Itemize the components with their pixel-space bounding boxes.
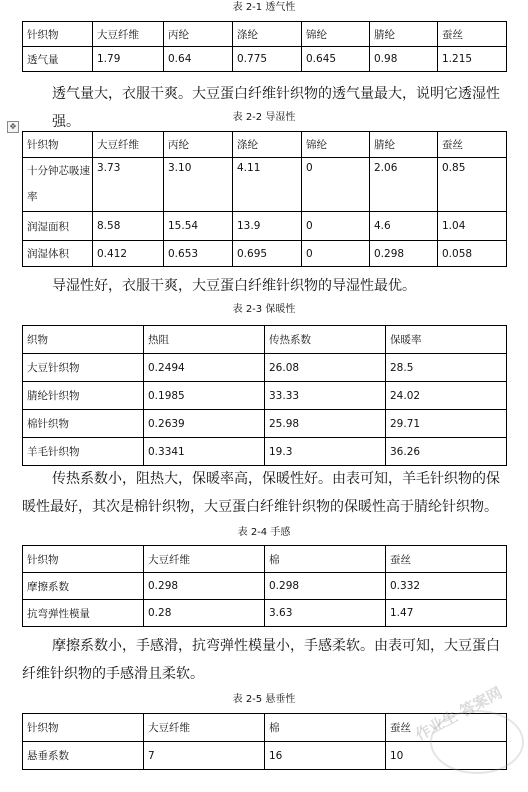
table-cell: 0.412: [93, 241, 164, 267]
table-cell: 0: [302, 241, 370, 267]
table-cell: 0.98: [370, 47, 438, 72]
table-cell: 润湿体积: [23, 241, 93, 267]
table-cell: 0.298: [370, 241, 438, 267]
table-cell: 7: [144, 742, 265, 770]
table-cell: 棉: [265, 714, 386, 742]
table-cell: 传热系数: [265, 326, 386, 354]
table-cell: 腈纶针织物: [23, 382, 144, 410]
table-cell: 0.64: [164, 47, 233, 72]
table-cell: 棉针织物: [23, 410, 144, 438]
table-cell: 针织物: [23, 714, 144, 742]
paragraph: 摩擦系数小，手感滑，抗弯弹性模量小，手感柔软。由表可知，大豆蛋白纤维针织物的手感滑且柔软。: [22, 638, 500, 682]
table-cell: 10: [386, 742, 507, 770]
table-cell: 蚕丝: [386, 714, 507, 742]
table-cell: 0.298: [265, 573, 386, 600]
table-cell: 4.6: [370, 212, 438, 241]
table-cell: 28.5: [386, 354, 507, 382]
table-cell: 热阻: [144, 326, 265, 354]
table-caption: 表 2-3 保暖性: [232, 304, 296, 315]
table-cell: 19.3: [265, 438, 386, 466]
table-cell: 0.28: [144, 600, 265, 627]
paragraph: 透气量大，衣服干爽。大豆蛋白纤维针织物的透气量最大，说明它透湿性强。: [52, 86, 500, 130]
table-cell: 摩擦系数: [23, 573, 144, 600]
table-cell: 0.3341: [144, 438, 265, 466]
table-cell: 锦纶: [302, 22, 370, 47]
table-cell: 0: [302, 158, 370, 212]
table-cell: 1.47: [386, 600, 507, 627]
table-cell: 腈纶: [370, 22, 438, 47]
table-cell: 29.71: [386, 410, 507, 438]
table-cell: 保暖率: [386, 326, 507, 354]
table-cell: 大豆纤维: [93, 22, 164, 47]
table-cell: 3.63: [265, 600, 386, 627]
watermark-logo: 作业生 答案网: [412, 683, 505, 745]
table-cell: 0.058: [438, 241, 507, 267]
table-cell: 大豆纤维: [93, 132, 164, 158]
table-caption: 表 2-1 透气性: [232, 2, 296, 13]
table-cell: 羊毛针织物: [23, 438, 144, 466]
table-cell: 1.04: [438, 212, 507, 241]
table-cell: 大豆纤维: [144, 714, 265, 742]
table-cell: 0.298: [144, 573, 265, 600]
table-cell: 8.58: [93, 212, 164, 241]
table-cell: 13.9: [233, 212, 302, 241]
table-cell: 针织物: [23, 546, 144, 573]
table-cell: 1.79: [93, 47, 164, 72]
table-cell: 悬垂系数: [23, 742, 144, 770]
table-handfeel: [22, 545, 507, 627]
table-cell: 3.10: [164, 158, 233, 212]
table-cell: 0.645: [302, 47, 370, 72]
table-cell: 丙纶: [164, 22, 233, 47]
table-cell: 0.775: [233, 47, 302, 72]
table-cell: 0.332: [386, 573, 507, 600]
table-cell: 1.215: [438, 47, 507, 72]
table-cell: 润湿面积: [23, 212, 93, 241]
table-cell: 大豆纤维: [144, 546, 265, 573]
table-cell: 蚕丝: [438, 22, 507, 47]
table-cell: 25.98: [265, 410, 386, 438]
table-cell: 针织物: [23, 132, 93, 158]
table-permeability: [22, 21, 507, 72]
table-cell: 针织物: [23, 22, 93, 47]
table-cell: 涤纶: [233, 22, 302, 47]
table-caption: 表 2-5 悬垂性: [232, 694, 296, 705]
table-cell: 0.695: [233, 241, 302, 267]
table-cell: 蚕丝: [438, 132, 507, 158]
table-moisture: [22, 131, 507, 267]
table-cell: 大豆针织物: [23, 354, 144, 382]
paragraph: 传热系数小，阻热大，保暖率高，保暖性好。由表可知，羊毛针织物的保暖性最好，其次是棉针织物，大豆蛋白纤维针织物的保暖性高于腈纶针织物。: [22, 471, 500, 515]
table-cell: 抗弯弹性模量: [23, 600, 144, 627]
table-cell: 蚕丝: [386, 546, 507, 573]
table-warmth: [22, 325, 507, 466]
table-cell: 0.2494: [144, 354, 265, 382]
table-cell: 0: [302, 212, 370, 241]
table-cell: 4.11: [233, 158, 302, 212]
table-move-handle-icon[interactable]: ✥: [7, 121, 19, 133]
paragraph: 导湿性好，衣服干爽，大豆蛋白纤维针织物的导湿性最优。: [52, 278, 416, 294]
table-cell: 锦纶: [302, 132, 370, 158]
table-cell: 0.2639: [144, 410, 265, 438]
table-cell: 0.85: [438, 158, 507, 212]
table-caption: 表 2-2 导湿性: [232, 112, 296, 123]
table-cell: 3.73: [93, 158, 164, 212]
table-cell: 0.1985: [144, 382, 265, 410]
table-cell: 24.02: [386, 382, 507, 410]
table-cell: 涤纶: [233, 132, 302, 158]
table-cell: 36.26: [386, 438, 507, 466]
table-cell: 2.06: [370, 158, 438, 212]
table-cell: 0.653: [164, 241, 233, 267]
table-cell: 16: [265, 742, 386, 770]
table-cell: 15.54: [164, 212, 233, 241]
table-caption: 表 2-4 手感: [237, 527, 291, 538]
table-cell: 26.08: [265, 354, 386, 382]
table-cell: 棉: [265, 546, 386, 573]
table-cell: 丙纶: [164, 132, 233, 158]
table-cell: 织物: [23, 326, 144, 354]
table-cell: 腈纶: [370, 132, 438, 158]
table-cell: 十分钟芯吸速率: [23, 158, 93, 212]
table-cell: 透气量: [23, 47, 93, 72]
table-cell: 33.33: [265, 382, 386, 410]
